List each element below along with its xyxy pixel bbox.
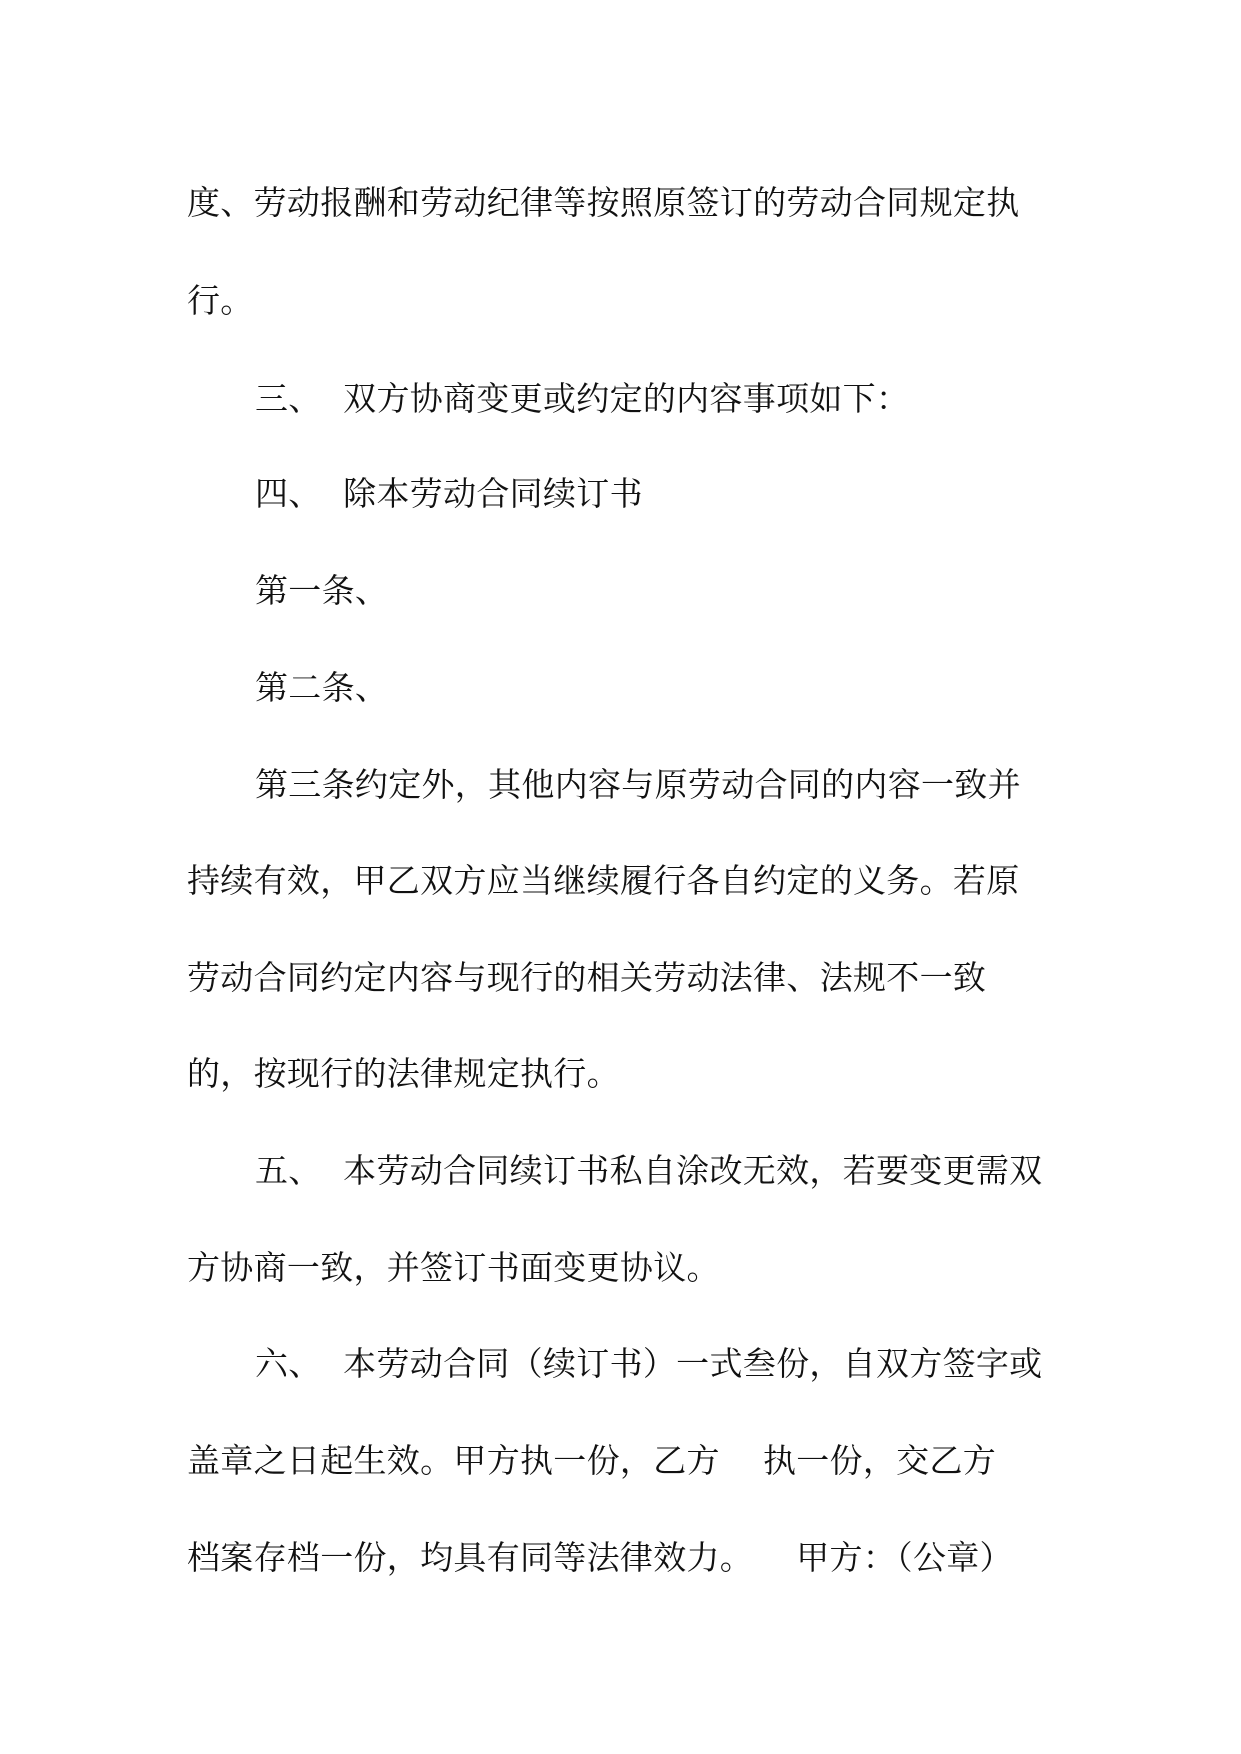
article-three: 第三条约定外，其他内容与原劳动合同的内容一致并 [255, 765, 1021, 804]
text-line: 度、劳动报酬和劳动纪律等按照原签订的劳动合同规定执 [187, 183, 1020, 222]
article-two: 第二条、 [255, 668, 389, 707]
text-line: 盖章之日起生效。甲方执一份，乙方 执一份，交乙方 [187, 1441, 997, 1480]
text-line: 的，按现行的法律规定执行。 [187, 1054, 620, 1093]
clause-five: 五、 本劳动合同续订书私自涂改无效，若要变更需双 [255, 1151, 1043, 1190]
text-line: 方协商一致，并签订书面变更协议。 [187, 1248, 720, 1287]
article-one: 第一条、 [255, 571, 389, 610]
clause-four: 四、 除本劳动合同续订书 [255, 474, 643, 513]
text-line: 持续有效，甲乙双方应当继续履行各自约定的义务。若原 [187, 861, 1020, 900]
text-line: 行。 [187, 281, 254, 320]
clause-three: 三、 双方协商变更或约定的内容事项如下： [255, 379, 910, 418]
clause-six: 六、 本劳动合同（续订书）一式叁份，自双方签字或 [255, 1344, 1043, 1383]
signature-line: 档案存档一份，均具有同等法律效力。 甲方：（公章） [187, 1538, 1013, 1577]
text-line: 劳动合同约定内容与现行的相关劳动法律、法规不一致 [187, 958, 987, 997]
